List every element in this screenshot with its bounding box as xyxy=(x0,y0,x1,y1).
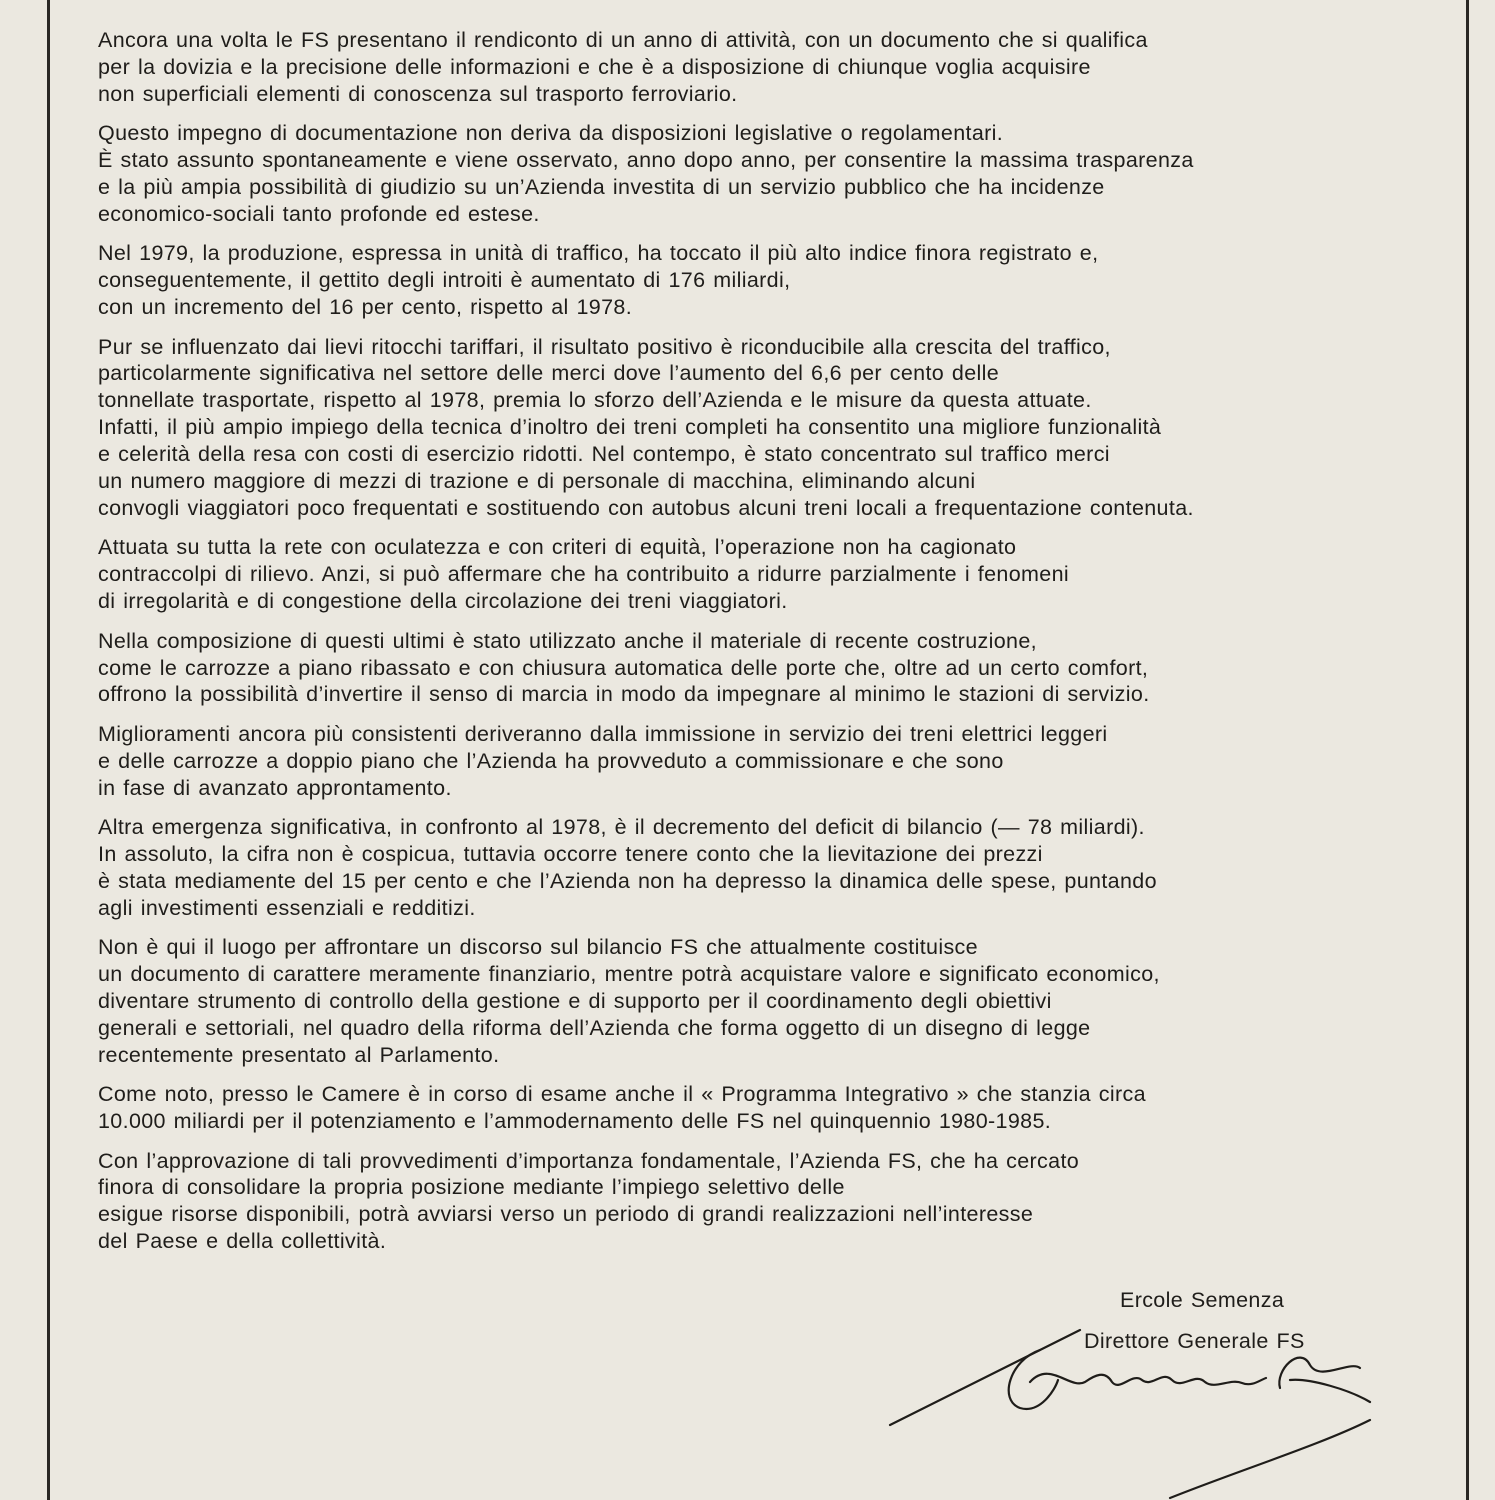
text-line: Questo impegno di documentazione non deriva da disposizioni legislative o regolamentari. xyxy=(98,121,1004,146)
right-border-rule xyxy=(1466,0,1469,1500)
signatory-name: Ercole Semenza xyxy=(1120,1288,1285,1312)
text-line: Ancora una volta le FS presentano il rendiconto di un anno di attività, con un documento che si qualifica xyxy=(98,28,1148,52)
text-line: Come noto, presso le Camere è in corso di esame anche il « Programma Integrativo » che stanzia circa xyxy=(98,1082,1146,1107)
paragraph xyxy=(98,334,1428,522)
text-line: diventare strumento di controllo della gestione e di supporto per il coordinamento degli obiettivi xyxy=(98,989,1052,1013)
text-line: contraccolpi di rilievo. Anzi, si può affermare che ha contribuito a ridurre parzialmente i fenomeni xyxy=(98,562,1070,587)
text-line: è stata mediamente del 15 per cento e che l’Azienda non ha depresso la dinamica delle spese, puntando xyxy=(98,868,1157,893)
text-line: in fase di avanzato approntamento. xyxy=(98,775,452,800)
text-line: economico-sociali tanto profonde ed estese. xyxy=(98,201,540,226)
text-line: per la dovizia e la precisione delle informazioni e che è a disposizione di chiunque voglia acquisire xyxy=(98,54,1091,79)
paragraph xyxy=(98,240,1428,321)
text-line: finora di consolidare la propria posizione mediante l’impiego selettivo delle xyxy=(98,1175,845,1200)
text-line: Nel 1979, la produzione, espressa in unità di traffico, ha toccato il più alto indice finora registrato e, xyxy=(98,241,1099,266)
left-border-rule xyxy=(47,0,50,1500)
text-line: offrono la possibilità d’invertire il senso di marcia in modo da impegnare al minimo le stazioni di servizio. xyxy=(98,682,1150,707)
paragraph xyxy=(98,27,1428,108)
signature-stroke xyxy=(1030,1374,1266,1385)
paragraph xyxy=(98,534,1428,615)
paragraph xyxy=(98,120,1428,228)
text-line: esigue risorse disponibili, potrà avviarsi verso un periodo di grandi realizzazioni nell’interesse xyxy=(98,1202,1034,1227)
text-line: e celerità della resa con costi di esercizio ridotti. Nel contempo, è stato concentrato sul traffico merci xyxy=(98,442,1110,467)
text-line: del Paese e della collettività. xyxy=(98,1229,387,1254)
text-line: conseguentemente, il gettito degli introiti è aumentato di 176 miliardi, xyxy=(98,268,791,293)
text-line: e la più ampia possibilità di giudizio su un’Azienda investita di un servizio pubblico che ha incidenze xyxy=(98,175,1105,200)
text-line: Infatti, il più ampio impiego della tecnica d’inoltro dei treni completi ha consentito una migliore funzionalità xyxy=(98,415,1162,440)
handwritten-signature xyxy=(880,1320,1400,1500)
paragraph xyxy=(98,721,1428,802)
text-line: un documento di carattere meramente finanziario, mentre potrà acquistare valore e significato economico, xyxy=(98,962,1160,987)
text-line: Pur se influenzato dai lievi ritocchi tariffari, il risultato positivo è riconducibile alla crescita del traffico, xyxy=(98,334,1111,359)
text-line: Con l’approvazione di tali provvedimenti d’importanza fondamentale, l’Azienda FS, che ha cercato xyxy=(98,1148,1080,1173)
paragraph xyxy=(98,1148,1428,1256)
text-line: agli investimenti essenziali e redditizi. xyxy=(98,895,476,920)
text-line: particolarmente significativa nel settore delle merci dove l’aumento del 6,6 per cento delle xyxy=(98,361,1000,386)
text-line: Non è qui il luogo per affrontare un discorso sul bilancio FS che attualmente costituisce xyxy=(98,935,978,960)
text-line: 10.000 miliardi per il potenziamento e l’ammodernamento delle FS nel quinquennio 1980-1985. xyxy=(98,1109,1052,1134)
paragraph xyxy=(98,934,1428,1069)
text-line: Miglioramenti ancora più consistenti deriveranno dalla immissione in servizio dei treni elettrici leggeri xyxy=(98,721,1108,746)
text-line: Nella composizione di questi ultimi è stato utilizzato anche il materiale di recente costruzione, xyxy=(98,628,1037,653)
text-line: e delle carrozze a doppio piano che l’Azienda ha provveduto a commissionare e che sono xyxy=(98,748,1004,773)
text-line: di irregolarità e di congestione della circolazione dei treni viaggiatori. xyxy=(98,589,788,614)
text-line: come le carrozze a piano ribassato e con chiusura automatica delle porte che, oltre ad un certo comfort, xyxy=(98,655,1149,680)
text-line: In assoluto, la cifra non è cospicua, tuttavia occorre tenere conto che la lievitazione dei prezzi xyxy=(98,841,1043,866)
paragraph xyxy=(98,1081,1428,1135)
text-line: con un incremento del 16 per cento, rispetto al 1978. xyxy=(98,295,633,320)
signature-stroke xyxy=(1170,1420,1370,1498)
paragraph xyxy=(98,628,1428,709)
text-line: generali e settoriali, nel quadro della riforma dell’Azienda che forma oggetto di un disegno di legge xyxy=(98,1015,1091,1040)
text-line: È stato assunto spontaneamente e viene osservato, anno dopo anno, per consentire la massima trasparenza xyxy=(98,148,1194,173)
text-line: Attuata su tutta la rete con oculatezza e con criteri di equità, l’operazione non ha cagionato xyxy=(98,535,1017,560)
paragraph xyxy=(98,814,1428,922)
signature-stroke xyxy=(890,1330,1080,1425)
letter-body xyxy=(98,27,1428,1268)
text-line: non superficiali elementi di conoscenza sul trasporto ferroviario. xyxy=(98,81,738,106)
signatory-role: Direttore Generale FS xyxy=(1084,1329,1305,1353)
signature-stroke xyxy=(1290,1380,1370,1402)
text-line: recentemente presentato al Parlamento. xyxy=(98,1042,500,1067)
text-line: un numero maggiore di mezzi di trazione e di personale di macchina, eliminando alcuni xyxy=(98,469,976,494)
text-line: tonnellate trasportate, rispetto al 1978, premia lo sforzo dell’Azienda e le misure da questa attuate. xyxy=(98,388,1092,413)
text-line: Altra emergenza significativa, in confronto al 1978, è il decremento del deficit di bilancio (— 78 miliardi). xyxy=(98,815,1145,840)
text-line: convogli viaggiatori poco frequentati e sostituendo con autobus alcuni treni locali a frequentazione contenuta. xyxy=(98,496,1194,520)
